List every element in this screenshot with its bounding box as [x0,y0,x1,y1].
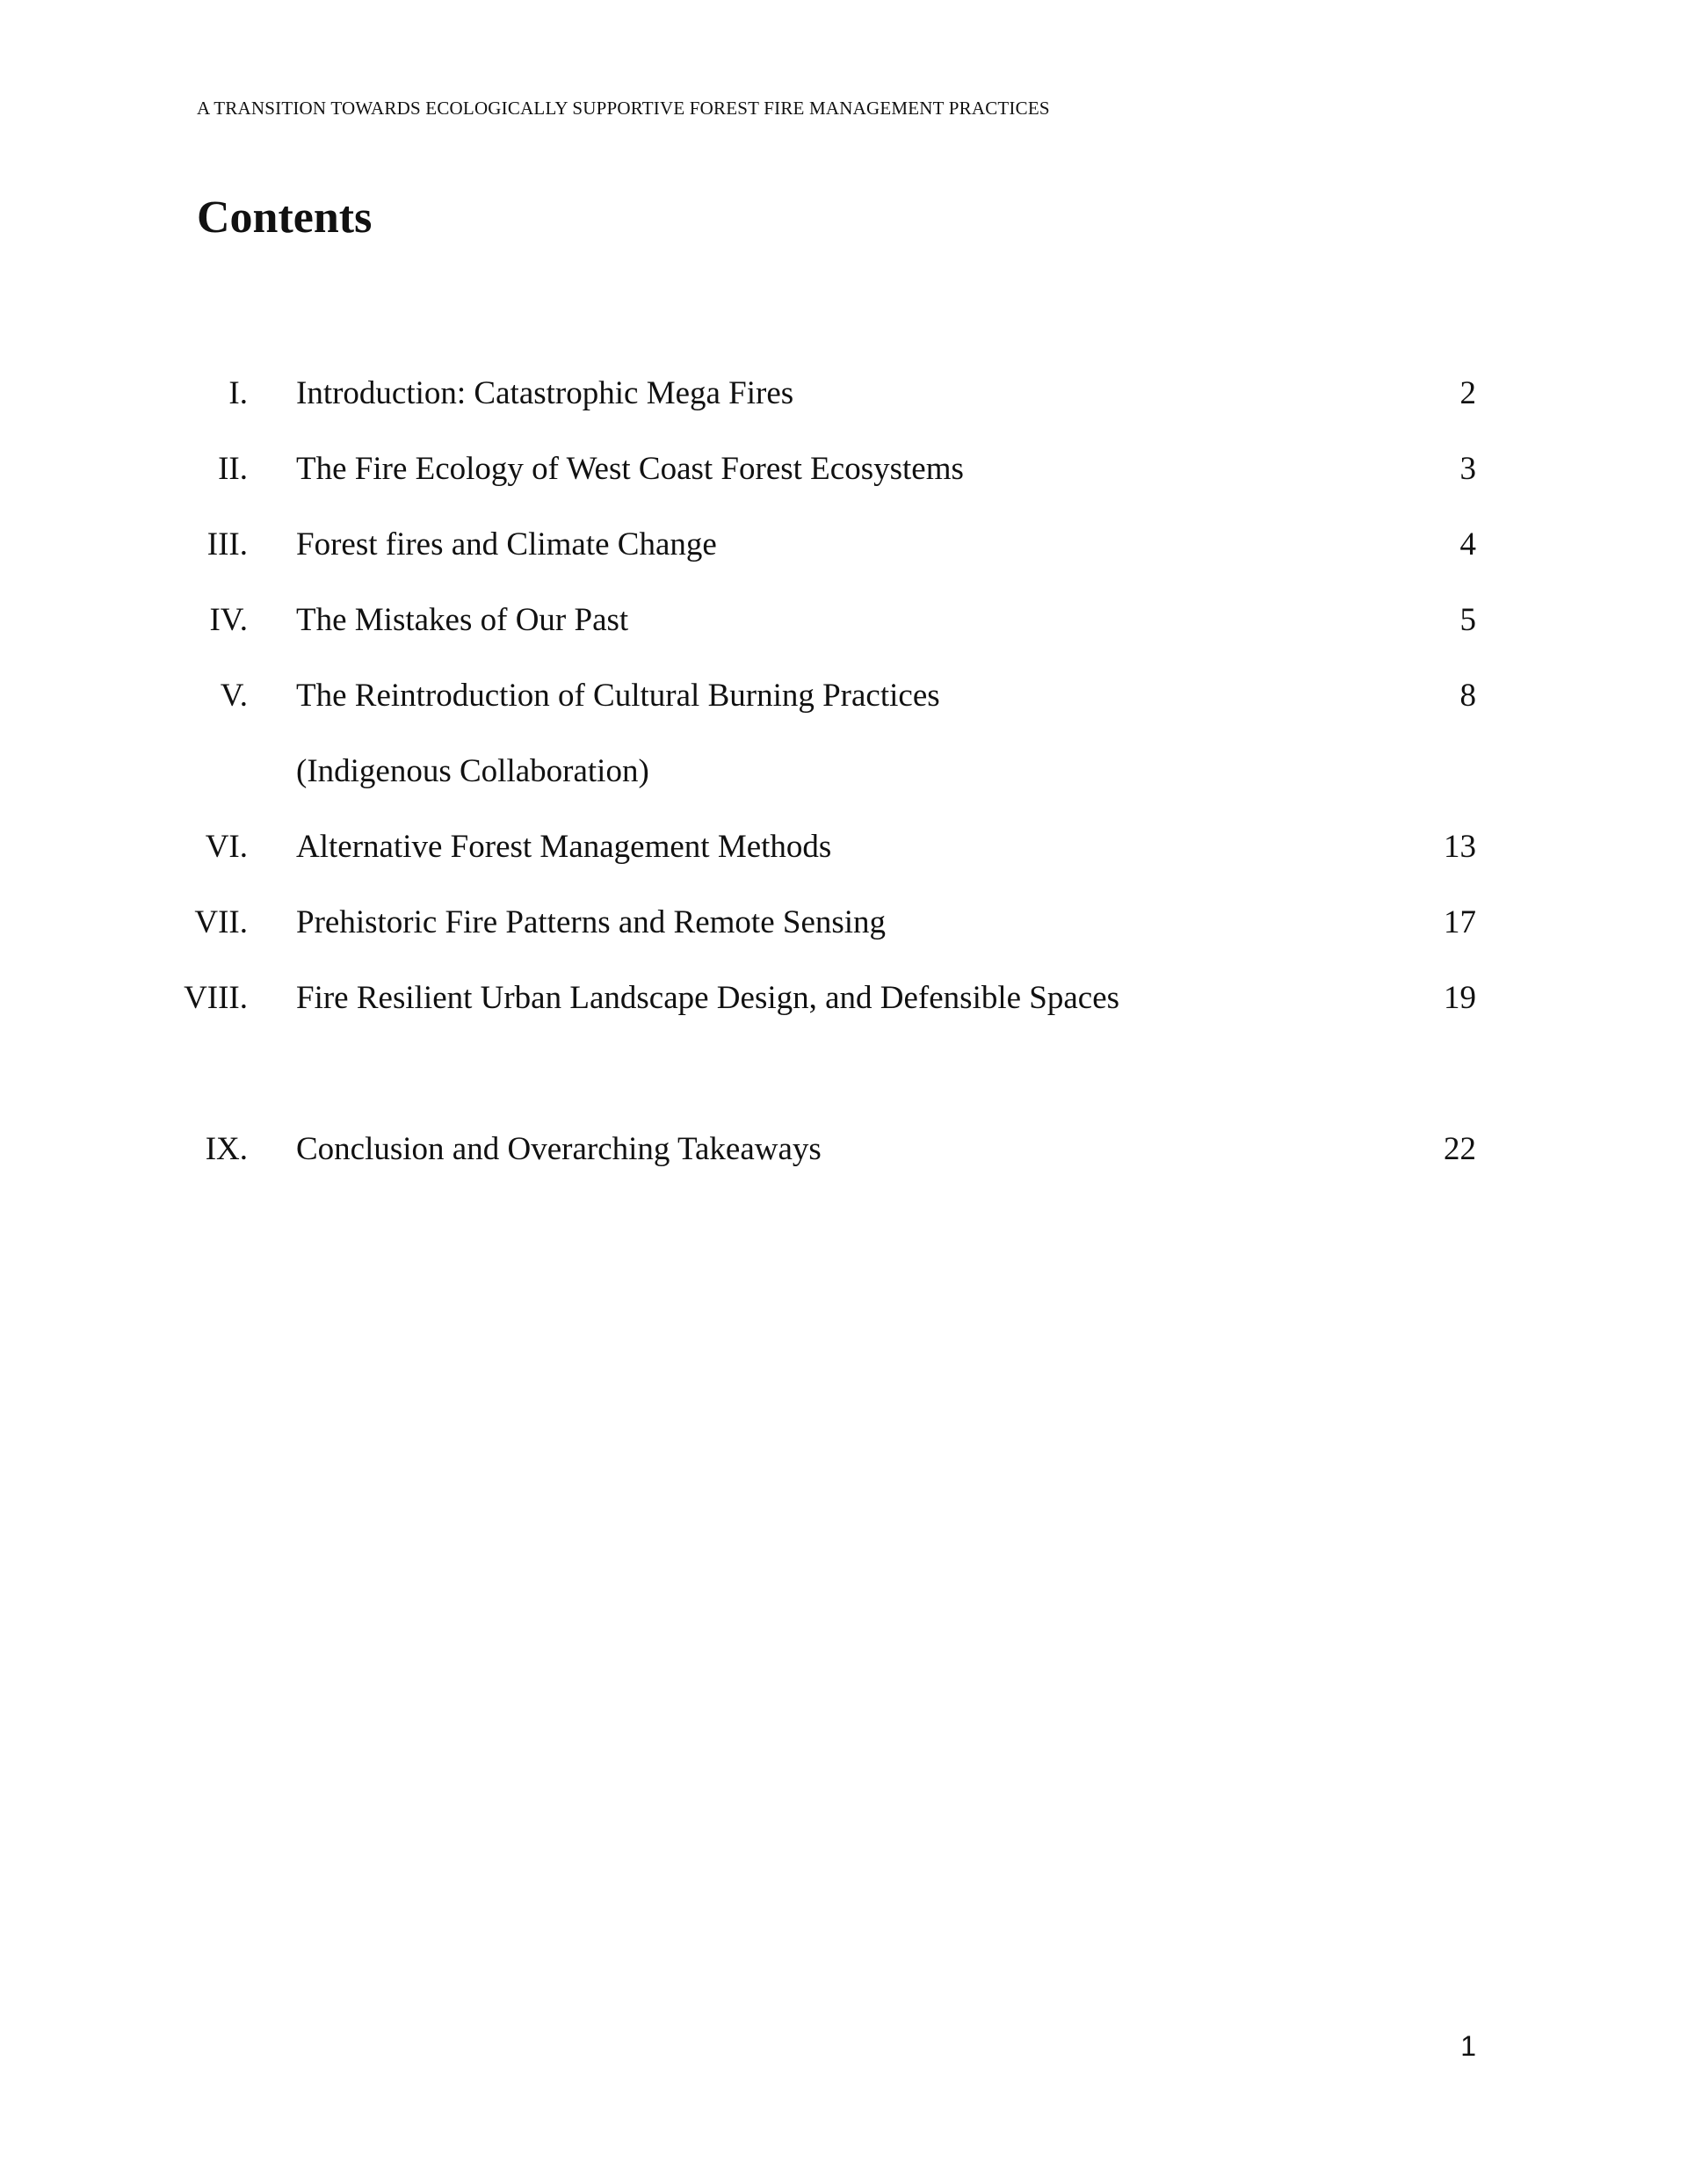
toc-numeral: VII. [194,904,248,940]
toc-title: Fire Resilient Urban Landscape Design, and Defensible Spaces [296,980,1120,1016]
toc-title: Conclusion and Overarching Takeaways [296,1131,822,1167]
toc-numeral: VIII. [184,980,248,1016]
toc-title: The Reintroduction of Cultural Burning Practices [296,678,940,714]
toc-title-continuation: (Indigenous Collaboration) [296,753,649,789]
toc-page-number: 17 [1444,904,1476,940]
page-title: Contents [197,192,373,243]
toc-entry [0,594,1687,647]
toc-numeral: V. [220,678,248,714]
toc-page-number: 8 [1459,678,1476,714]
page-number: 1 [1460,2030,1476,2062]
toc-numeral: IX. [205,1131,248,1167]
toc-entry [0,896,1687,949]
toc-title: Introduction: Catastrophic Mega Fires [296,375,794,411]
toc-entry [0,821,1687,874]
toc-entry [0,1123,1687,1176]
toc-page-number: 19 [1444,980,1476,1016]
toc-title: Prehistoric Fire Patterns and Remote Sensing [296,904,887,940]
toc-numeral: I. [228,375,248,411]
toc-numeral: IV. [209,602,248,638]
toc-entry [0,519,1687,571]
toc-entry [0,670,1687,722]
toc-page-number: 13 [1444,829,1476,865]
toc-page-number: 4 [1459,526,1476,562]
toc-entry [0,367,1687,420]
toc-numeral: II. [218,451,248,487]
toc-title: The Mistakes of Our Past [296,602,629,638]
toc-page-number: 5 [1459,602,1476,638]
toc-page-number: 22 [1444,1131,1476,1167]
toc-title: Alternative Forest Management Methods [296,829,832,865]
toc-page-number: 2 [1459,375,1476,411]
toc-entry [0,972,1687,1025]
toc-numeral: III. [206,526,248,562]
toc-title: The Fire Ecology of West Coast Forest Ecosystems [296,451,964,487]
toc-page-number: 3 [1459,451,1476,487]
running-header: A TRANSITION TOWARDS ECOLOGICALLY SUPPORTIVE FOREST FIRE MANAGEMENT PRACTICES [197,98,1050,119]
toc-title: Forest fires and Climate Change [296,526,717,562]
toc-numeral: VI. [205,829,248,865]
toc-entry [0,443,1687,496]
